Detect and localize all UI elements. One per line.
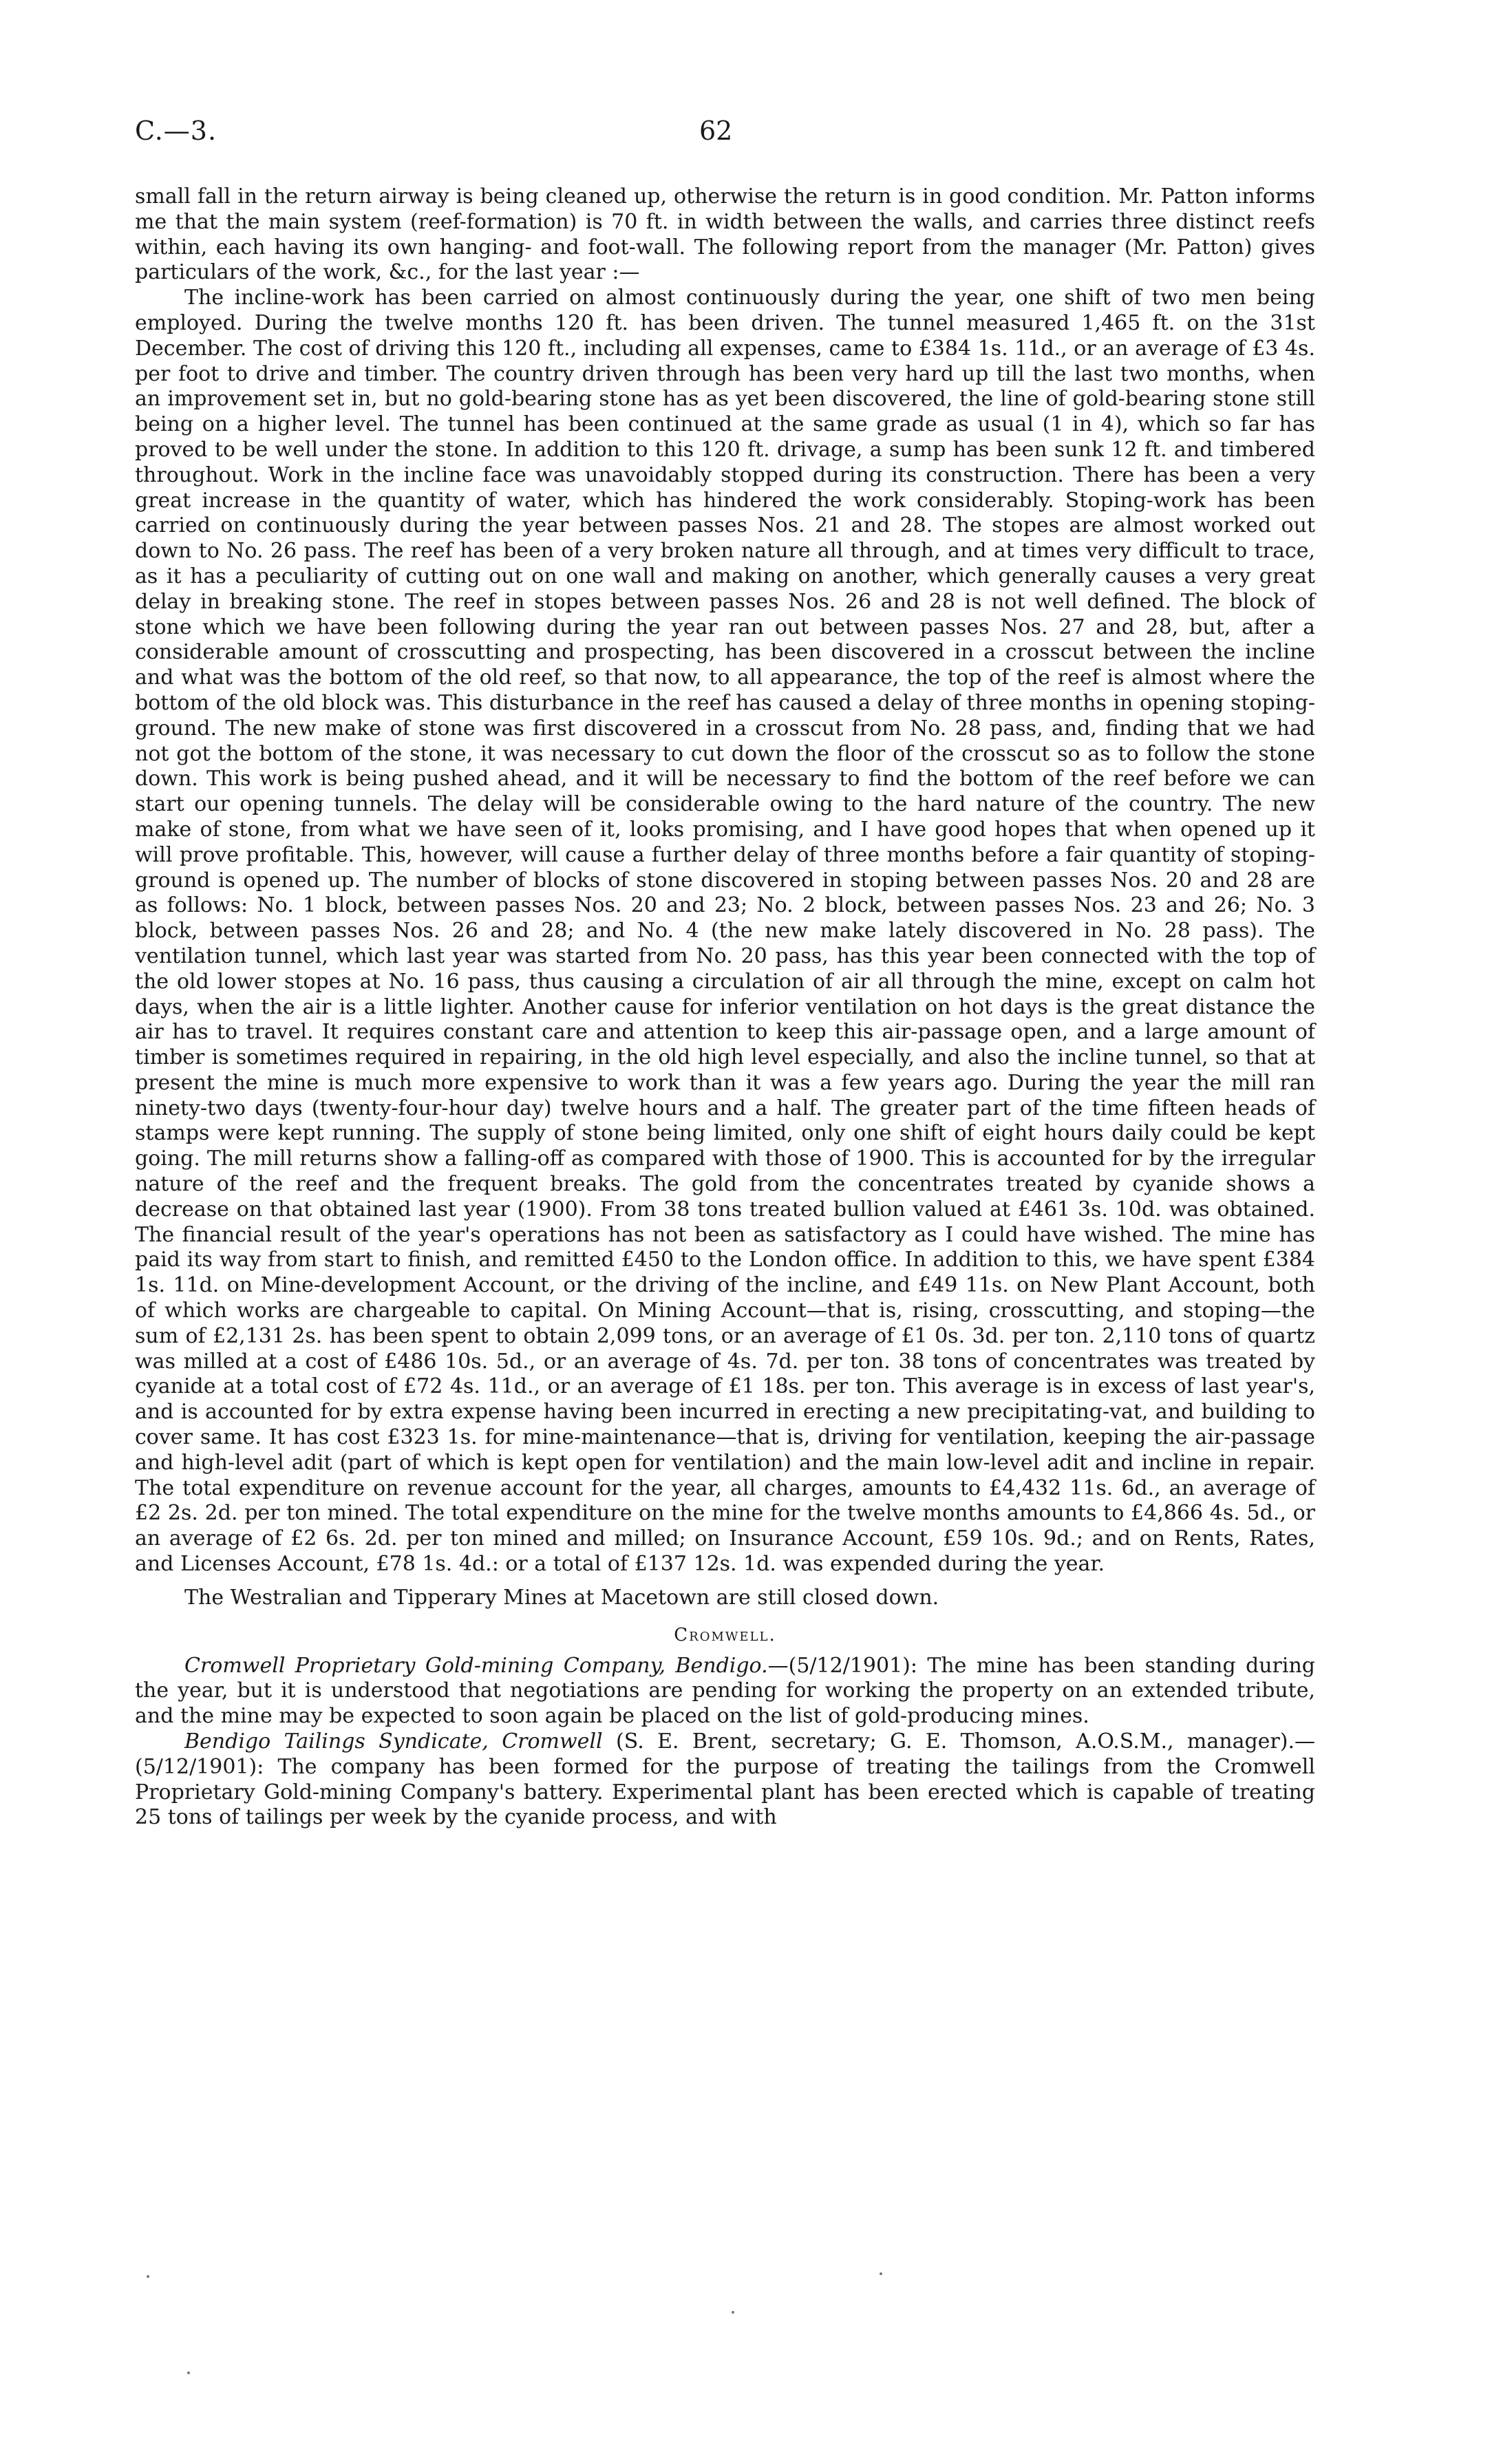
scan-speck [880, 2272, 882, 2275]
paragraph-intro: small fall in the return airway is being cleaned up, otherwise the return is in good condition. Mr. Patton informs me that the main system (reef-formation) is 70 ft. in width between the walls, and carries three distinct reefs within, each having its own hanging- and foot-wall. The following report from the manager (Mr. Patton) gives particulars of the work, &c., for the last year :— [135, 184, 1315, 285]
section-heading-cromwell: Cromwell. [674, 1624, 776, 1645]
entry-text: —(5/12/1901): The mine has been standing during the year, but it is understood that negotiations are pending for working the property on an extended tribute, and the mine may be expected to soon again be placed on the list of gold-producing mines. [135, 1653, 1315, 1729]
page-number: 62 [699, 116, 733, 146]
paragraph-manager-report: The incline-work has been carried on almost continuously during the year, one shift of two men being employed. During the twelve months 120 ft. has been driven. The tunnel measured 1,465 ft. on the 31st December. The cost of driving this 120 ft., including all expenses, came to £384 1s. 11d., or an average of £3 4s. per foot to drive and timber. The country driven through has been very hard up till the last two months, when an improvement set in, but no gold-bearing stone has as yet been discovered, the line of gold-bearing stone still being on a higher level. The tunnel has been continued at the same grade as usual (1 in 4), which so far has proved to be well under the stone. In addition to this 120 ft. drivage, a sump has been sunk 12 ft. and timbered throughout. Work in the incline face was unavoidably stopped during its construction. There has been a very great increase in the quantity of water, which has hindered the work considerably. Stoping-work has been carried on continuously during the year between passes Nos. 21 and 28. The stopes are almost worked out down to No. 26 pass. The reef has been of a very broken nature all through, and at times very difficult to trace, as it has a peculiarity of cutting out on one wall and making on another, which generally causes a very great delay in breaking stone. The reef in stopes between passes Nos. 26 and 28 is not well defined. The block of stone which we have been following during the year ran out between passes Nos. 27 and 28, but, after a considerable amount of crosscutting and prospecting, has been discovered in a crosscut between the incline and what was the bottom of the old reef, so that now, to all appearance, the top of the reef is almost where the bottom of the old block was. This disturbance in the reef has caused a delay of three months in opening stoping-ground. The new make of stone was first discovered in a crosscut from No. 28 pass, and, finding that we had not got the bottom of the stone, it was necessary to cut down the floor of the crosscut so as to follow the stone down. This work is being pushed ahead, and it will be necessary to find the bottom of the reef before we can start our opening tunnels. The delay will be considerable owing to the hard nature of the country. The new make of stone, from what we have seen of it, looks promising, and I have good hopes that when opened up it will prove profitable. This, however, will cause a further delay of three months before a fair quantity of stoping-ground is opened up. The number of blocks of stone discovered in stoping between passes Nos. 20 and 28 are as follows: No. 1 block, between passes Nos. 20 and 23; No. 2 block, between passes Nos. 23 and 26; No. 3 block, between passes Nos. 26 and 28; and No. 4 (the new make lately discovered in No. 28 pass). The ventilation tunnel, which last year was started from No. 20 pass, has this year been connected with the top of the old lower stopes at No. 16 pass, thus causing a circulation of air all through the mine, except on calm hot days, when the air is a little lighter. Another cause for inferior ventilation on hot days is the great distance the air has to travel. It requires constant care and attention to keep this air-passage open, and a large amount of timber is sometimes required in repairing, in the old high level especially, and also the incline tunnel, so that at present the mine is much more expensive to work than it was a few years ago. During the year the mill ran ninety-two days (twenty-four-hour day) twelve hours and a half. The greater part of the time fifteen heads of stamps were kept running. The supply of stone being limited, only one shift of eight hours daily could be kept going. The mill returns show a falling-off as compared with those of 1900. This is accounted for by the irregular nature of the reef and the frequent breaks. The gold from the concentrates treated by cyanide shows a decrease on that obtained last year (1900). From 38 tons treated bullion valued at £461 3s. 10d. was obtained. The financial result of the year's operations has not been as satisfactory as I could have wished. The mine has paid its way from start to finish, and remitted £450 to the London office. In addition to this, we have spent £384 1s. 11d. on Mine-development Account, or the driving of the incline, and £49 11s. on New Plant Account, both of which works are chargeable to capital. On Mining Account—that is, rising, crosscutting, and stoping—the sum of £2,131 2s. has been spent to obtain 2,099 tons, or an average of £1 0s. 3d. per ton. 2,110 tons of quartz was milled at a cost of £486 10s. 5d., or an average of 4s. 7d. per ton. 38 tons of concentrates was treated by cyanide at a total cost of £72 4s. 11d., or an average of £1 18s. per ton. This average is in excess of last year's, and is accounted for by extra expense having been incurred in erecting a new precipitating-vat, and building to cover same. It has cost £323 1s. for mine-maintenance—that is, driving for ventilation, keeping the air-passage and high-level adit (part of which is kept open for ventilation) and the main low-level adit and incline in repair. The total expenditure on revenue account for the year, all charges, amounts to £4,432 11s. 6d., an average of £2 2s. 2d. per ton mined. The total expenditure on the mine for the twelve months amounts to £4,866 4s. 5d., or an average of £2 6s. 2d. per ton mined and milled; on Insurance Account, £59 10s. 9d.; and on Rents, Rates, and Licenses Account, £78 1s. 4d.: or a total of £137 12s. 1d. was expended during the year. [135, 286, 1315, 1577]
entry-title: Cromwell Proprietary Gold-mining Company, Bendigo. [184, 1653, 768, 1678]
entry-cromwell-proprietary [135, 1654, 1315, 1729]
paragraph-macetown: The Westralian and Tipperary Mines at Macetown are still closed down. [184, 1585, 939, 1610]
scan-speck [147, 2275, 149, 2278]
scan-speck [187, 2371, 190, 2374]
entry-text: (S. E. Brent, secretary; G. E. Thomson, A.O.S.M., manager).—(5/12/1901): The company has been formed for the purpose of treating the tailings from the Cromwell Proprietary Gold-mining Company's battery. Experimental plant has been erected which is capable of treating 25 tons of tailings per week by the cyanide process, and with [135, 1729, 1315, 1830]
page-header [135, 116, 1315, 157]
entry-title: Bendigo Tailings Syndicate, Cromwell [184, 1729, 603, 1754]
document-page [135, 116, 1315, 1831]
running-head: C.—3. [135, 116, 217, 146]
scan-speck [732, 2311, 734, 2314]
entry-bendigo-tailings [135, 1729, 1315, 1831]
